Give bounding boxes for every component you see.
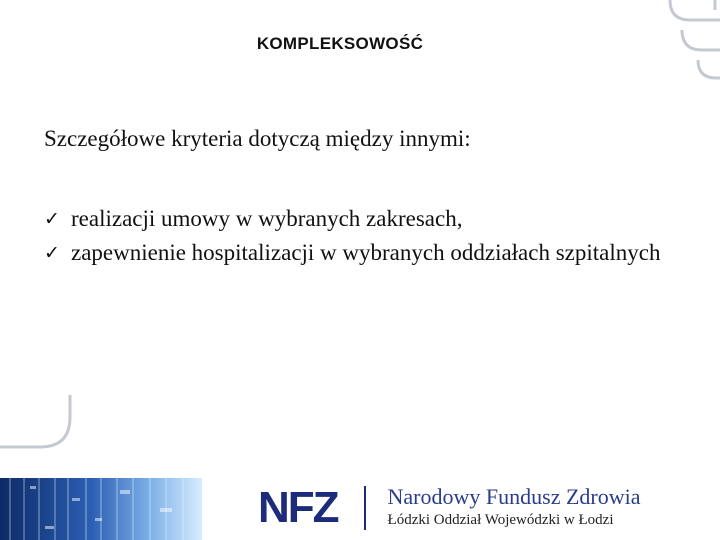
nfz-logo-mark: NFZ [258,483,338,532]
check-icon: ✓ [44,242,60,264]
org-name: Narodowy Fundusz Zdrowia [387,484,641,509]
bullet-text: zapewnienie hospitalizacji w wybranych oddziałach szpitalnych [71,240,661,265]
slide-title: KOMPLEKSOWOŚĆ [256,34,424,53]
check-icon: ✓ [44,208,60,230]
logo-divider [364,486,366,530]
bullet-item [44,202,684,236]
bullet-text: realizacji umowy w wybranych zakresach, [71,206,463,231]
org-block [388,485,641,531]
nfz-logo [258,484,641,532]
decorative-photo-strip [0,478,202,540]
bullet-list [44,202,684,270]
side-decoration [0,395,80,475]
bullet-item [44,236,684,270]
intro-text: Szczegółowe kryteria dotyczą między innymi: [44,126,471,151]
org-branch: Łódzki Oddział Wojewódzki w Łodzi [387,512,614,528]
